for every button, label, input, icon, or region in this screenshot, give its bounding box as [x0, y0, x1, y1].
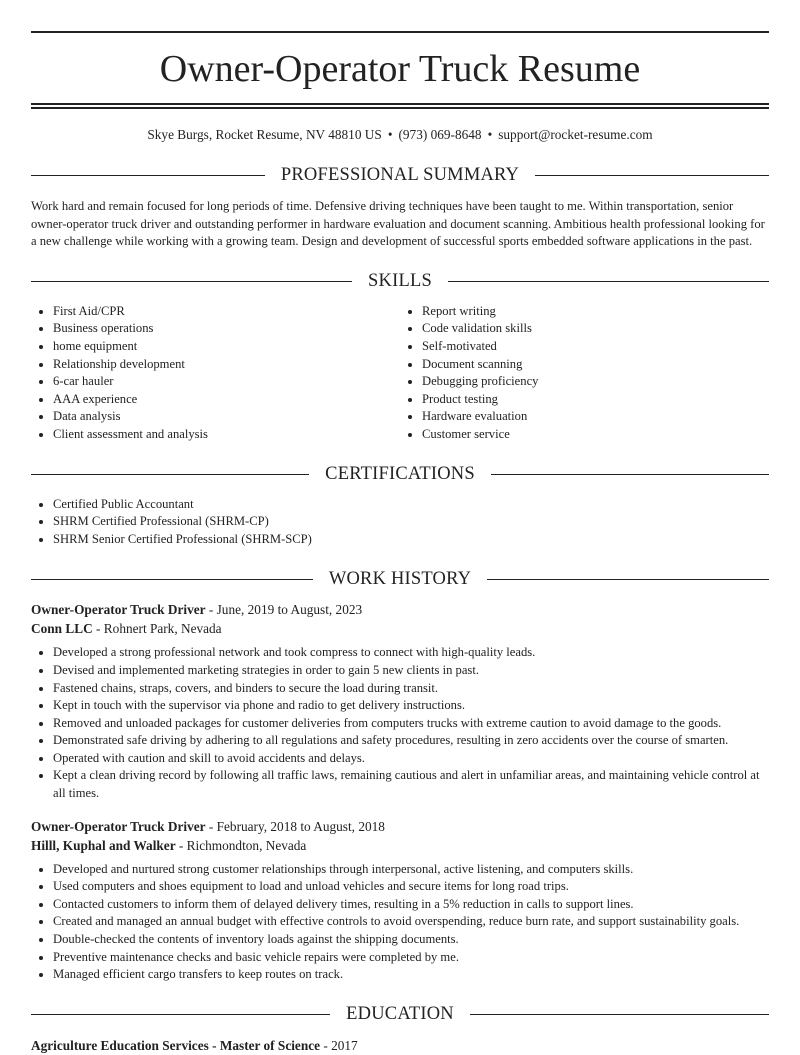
divider — [31, 1014, 330, 1015]
job-company: Conn LLC — [31, 621, 93, 637]
skills-column-right — [400, 303, 769, 444]
job-bullet: • Preventive maintenance checks and basic vehicle repairs were completed by me. — [53, 949, 769, 967]
section-header-skills — [31, 270, 769, 294]
certification-item: • Certified Public Accountant — [53, 496, 769, 514]
skill-item: • Self-motivated — [422, 338, 769, 356]
job-bullet: • Demonstrated safe driving by adhering to all regulations and safety procedures, resulting in zero accidents over the course of smarten. — [53, 732, 769, 750]
contact-email: support@rocket-resume.com — [498, 127, 653, 142]
job-bullet: • Operated with caution and skill to avoid accidents and delays. — [53, 750, 769, 768]
section-title: WORK HISTORY — [328, 568, 472, 589]
job-bullet: • Developed and nurtured strong customer relationships through interpersonal, active listening, and computers skills. — [53, 861, 769, 879]
divider — [448, 281, 769, 282]
skill-item: • First Aid/CPR — [53, 303, 400, 321]
divider — [487, 579, 769, 580]
section-title: PROFESSIONAL SUMMARY — [280, 164, 520, 185]
certifications-list — [31, 496, 769, 549]
skill-item: • Data analysis — [53, 408, 400, 426]
job-title: Owner-Operator Truck Driver — [31, 602, 206, 618]
certification-item: • SHRM Senior Certified Professional (SHRM-SCP) — [53, 531, 769, 549]
contact-separator: • — [487, 127, 493, 142]
divider — [31, 579, 313, 580]
job-dates: - June, 2019 to August, 2023 — [205, 602, 363, 618]
divider — [31, 175, 265, 176]
education-year: - 2017 — [320, 1037, 358, 1053]
section-header-certifications — [31, 463, 769, 487]
job-title-line — [31, 817, 769, 836]
contact-address: Skye Burgs, Rocket Resume, NV 48810 US — [147, 127, 382, 142]
job-title-line — [31, 600, 769, 619]
job-location: - Rohnert Park, Nevada — [92, 621, 222, 637]
divider — [535, 175, 769, 176]
job-entry — [31, 817, 769, 984]
job-bullet: • Devised and implemented marketing strategies in order to gain 5 new clients in past. — [53, 662, 769, 680]
job-bullet: • Managed efficient cargo transfers to keep routes on track. — [53, 966, 769, 984]
section-title: CERTIFICATIONS — [325, 464, 475, 485]
skill-item: • Client assessment and analysis — [53, 426, 400, 444]
skill-item: • Document scanning — [422, 356, 769, 374]
education-entry — [31, 1036, 769, 1055]
job-dates: - February, 2018 to August, 2018 — [205, 818, 385, 834]
education-school: Agriculture Education Services - Master of Science — [31, 1037, 321, 1053]
divider — [470, 1014, 769, 1015]
job-company-line — [31, 836, 769, 855]
job-location: - Richmondton, Nevada — [175, 837, 307, 853]
job-bullets — [31, 861, 769, 984]
job-bullet: • Used computers and shoes equipment to load and unload vehicles and secure items for long road trips. — [53, 878, 769, 896]
resume-title: Owner-Operator Truck Resume — [159, 48, 641, 90]
contact-phone: (973) 069-8648 — [398, 127, 482, 142]
job-bullet: • Fastened chains, straps, covers, and binders to secure the load during transit. — [53, 680, 769, 698]
divider — [31, 474, 309, 475]
certification-item: • SHRM Certified Professional (SHRM-CP) — [53, 513, 769, 531]
job-bullets — [31, 644, 769, 802]
skills-column-left — [31, 303, 400, 444]
skill-item: • Report writing — [422, 303, 769, 321]
skills-list — [31, 303, 769, 444]
job-bullet: • Removed and unloaded packages for customer deliveries from computers trucks with extreme caution to avoid damage to the goods. — [53, 715, 769, 733]
skill-item: • Customer service — [422, 426, 769, 444]
section-header-work-history — [31, 567, 769, 591]
contact-separator: • — [387, 127, 393, 142]
job-entry — [31, 600, 769, 802]
skill-item: • Debugging proficiency — [422, 373, 769, 391]
title-double-rule — [31, 103, 769, 109]
section-header-summary — [31, 163, 769, 187]
skill-item: • 6-car hauler — [53, 373, 400, 391]
top-rule — [31, 31, 769, 33]
job-title: Owner-Operator Truck Driver — [31, 818, 206, 834]
contact-line — [31, 126, 769, 144]
job-company-line — [31, 619, 769, 638]
divider — [31, 281, 352, 282]
job-bullet: • Kept a clean driving record by following all traffic laws, remaining cautious and alert in unfamiliar areas, and maintaining vehicle control at all times. — [53, 767, 769, 802]
job-bullet: • Kept in touch with the supervisor via phone and radio to get delivery instructions. — [53, 697, 769, 715]
resume-page — [31, 0, 769, 1055]
skill-item: • Code validation skills — [422, 320, 769, 338]
skill-item: • Relationship development — [53, 356, 400, 374]
skill-item: • Business operations — [53, 320, 400, 338]
divider — [491, 474, 769, 475]
skill-item: • Product testing — [422, 391, 769, 409]
section-title: SKILLS — [368, 271, 432, 292]
job-bullet: • Developed a strong professional network and took compress to connect with high-quality leads. — [53, 644, 769, 662]
skill-item: • AAA experience — [53, 391, 400, 409]
skill-item: • home equipment — [53, 338, 400, 356]
job-company: Hilll, Kuphal and Walker — [31, 837, 176, 853]
section-header-education — [31, 1003, 769, 1027]
job-bullet: • Double-checked the contents of inventory loads against the shipping documents. — [53, 931, 769, 949]
skill-item: • Hardware evaluation — [422, 408, 769, 426]
summary-paragraph: Work hard and remain focused for long periods of time. Defensive driving techniques have been taught to me. Within transportation, senior owner-operator truck driver and outstanding performer in hardware evaluation and document scanning. Ambitious health professional looking for a new challenge while working with a growing team. Design and development of successful sports embedded software applications in the past. — [31, 199, 765, 249]
job-bullet: • Contacted customers to inform them of delayed delivery times, resulting in a 5% reduction in calls to support lines. — [53, 896, 769, 914]
section-title: EDUCATION — [346, 1004, 454, 1025]
job-bullet: • Created and managed an annual budget with effective controls to avoid overspending, reduce burn rate, and support sustainability goals. — [53, 913, 769, 931]
